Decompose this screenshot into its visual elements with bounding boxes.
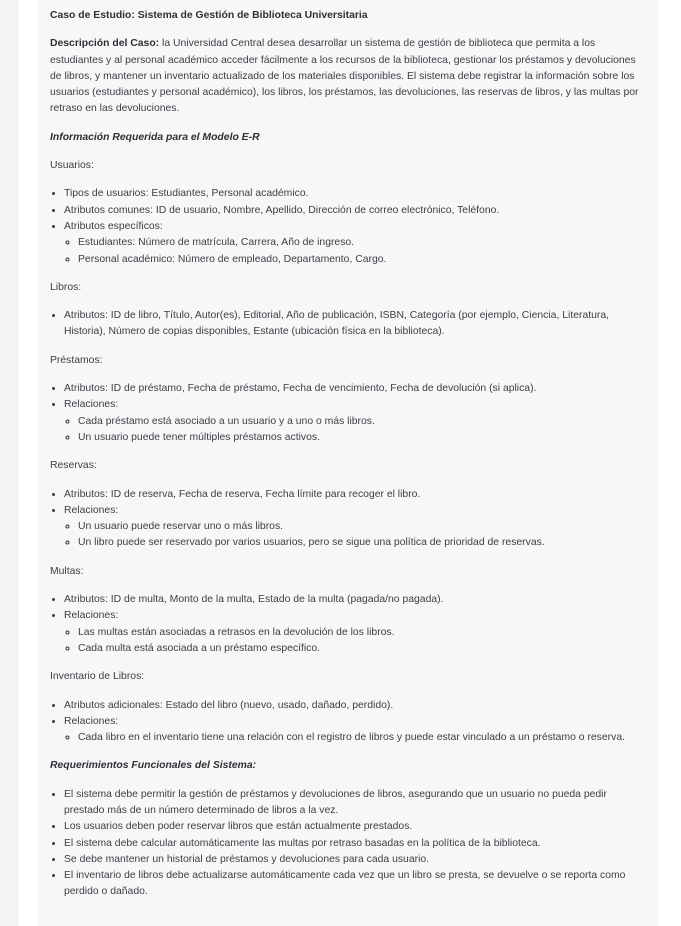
message-content	[38, 0, 658, 926]
list-item: • Atributos: ID de multa, Monto de la multa, Estado de la multa (pagada/no pagada).	[64, 592, 646, 608]
multas-list	[50, 592, 646, 657]
list-item: • Los usuarios deben poder reservar libros que están actualmente prestados.	[64, 819, 646, 835]
sublist-item: ◦ Cada libro en el inventario tiene una relación con el registro de libros y puede estar vinculado a un préstamo o reserva.	[78, 730, 646, 746]
list-item: • Atributos: ID de préstamo, Fecha de préstamo, Fecha de vencimiento, Fecha de devolución (si aplica).	[64, 381, 646, 397]
list-item: • Atributos: ID de reserva, Fecha de reserva, Fecha límite para recoger el libro.	[64, 487, 646, 503]
list-item: • El sistema debe calcular automáticamente las multas por retraso basadas en la política de la biblioteca.	[64, 836, 646, 852]
list-item: • Atributos comunes: ID de usuario, Nombre, Apellido, Dirección de correo electrónico, Teléfono.	[64, 203, 646, 219]
prestamos-title: Préstamos:	[50, 354, 103, 366]
libros-list	[50, 308, 646, 341]
usuarios-list	[50, 186, 646, 267]
multas-sublist	[64, 625, 646, 658]
sublist-item: ◦ Un usuario puede reservar uno o más libros.	[78, 519, 646, 535]
left-panel-edge	[0, 0, 18, 926]
description-label: Descripción del Caso:	[50, 38, 160, 50]
list-item-text: Atributos específicos:	[64, 220, 163, 232]
libros-title: Libros:	[50, 281, 82, 293]
list-item	[64, 219, 646, 268]
inventario-sublist	[64, 730, 646, 746]
list-item: • Tipos de usuarios: Estudiantes, Personal académico.	[64, 186, 646, 202]
list-item	[64, 714, 646, 747]
case-description	[50, 36, 646, 117]
list-item: • El sistema debe permitir la gestión de préstamos y devoluciones de libros, asegurando que un usuario no pueda pedir prestado más de un número determinado de libros a la vez.	[64, 787, 646, 820]
sublist-item: ◦ Un libro puede ser reservado por varios usuarios, pero se sigue una política de prioridad de reservas.	[78, 535, 646, 551]
list-item-text: Relaciones:	[64, 610, 119, 622]
description-text: la Universidad Central desea desarrollar un sistema de gestión de biblioteca que permita a los estudiantes y al personal académico acceder fácilmente a los recursos de la biblioteca, gestionar los préstamos y devoluciones de libros, y mantener un inventario actualizado de los materiales disponibles. El sistema debe registrar la información sobre los usuarios (estudiantes y personal académico), los libros, los préstamos, las devoluciones, las reservas de libros, y las multas por retraso en las devoluciones.	[50, 38, 639, 115]
sublist-item: ◦ Estudiantes: Número de matrícula, Carrera, Año de ingreso.	[78, 235, 646, 251]
reservas-title: Reservas:	[50, 460, 97, 472]
list-item	[64, 608, 646, 657]
list-item: • Atributos: ID de libro, Título, Autor(es), Editorial, Año de publicación, ISBN, Categoría (por ejemplo, Ciencia, Literatura, Historia), Número de copias disponibles, Estante (ubicación física en la biblioteca).	[64, 308, 646, 341]
prestamos-sublist	[64, 414, 646, 447]
list-item: • Atributos adicionales: Estado del libro (nuevo, usado, dañado, perdido).	[64, 698, 646, 714]
usuarios-sublist	[64, 235, 646, 268]
sublist-item: ◦ Un usuario puede tener múltiples préstamos activos.	[78, 430, 646, 446]
list-item-text: Relaciones:	[64, 715, 119, 727]
er-heading: Información Requerida para el Modelo E-R	[50, 131, 260, 143]
inventario-title: Inventario de Libros:	[50, 671, 145, 683]
requirements-list	[50, 787, 646, 901]
sublist-item: ◦ Cada préstamo está asociado a un usuario y a uno o más libros.	[78, 414, 646, 430]
scrollbar-track[interactable]	[670, 0, 681, 926]
sublist-item: ◦ Cada multa está asociada a un préstamo específico.	[78, 641, 646, 657]
list-item-text: Relaciones:	[64, 399, 119, 411]
usuarios-title: Usuarios:	[50, 160, 94, 172]
list-item	[64, 503, 646, 552]
prestamos-list	[50, 381, 646, 446]
list-item: • Se debe mantener un historial de préstamos y devoluciones para cada usuario.	[64, 852, 646, 868]
reservas-sublist	[64, 519, 646, 552]
multas-title: Multas:	[50, 565, 84, 577]
sublist-item: ◦ Las multas están asociadas a retrasos en la devolución de los libros.	[78, 625, 646, 641]
reservas-list	[50, 487, 646, 552]
list-item-text: Relaciones:	[64, 504, 119, 516]
sublist-item: ◦ Personal académico: Número de empleado, Departamento, Cargo.	[78, 252, 646, 268]
list-item	[64, 397, 646, 446]
case-title: Caso de Estudio: Sistema de Gestión de Biblioteca Universitaria	[50, 10, 368, 21]
requirements-heading: Requerimientos Funcionales del Sistema:	[50, 760, 257, 772]
list-item: • El inventario de libros debe actualizarse automáticamente cada vez que un libro se presta, se devuelve o se reporta como perdido o dañado.	[64, 868, 646, 901]
inventario-list	[50, 698, 646, 747]
